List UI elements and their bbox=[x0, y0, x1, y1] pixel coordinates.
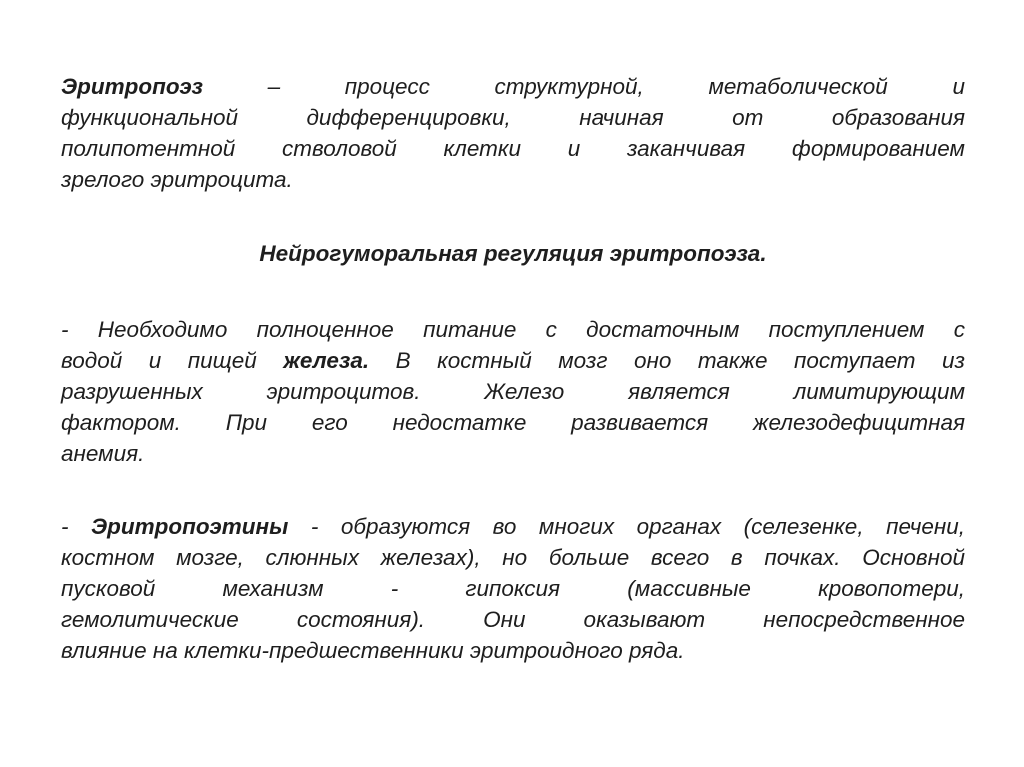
iron-line-2 bbox=[61, 345, 965, 376]
epo-line-1-text: - образуются во многих органах (селезенке, печени, bbox=[288, 514, 966, 539]
definition-line-1-text: – процесс структурной, метаболической и bbox=[202, 74, 965, 99]
iron-term: железа. bbox=[283, 348, 370, 373]
definition-line-4: зрелого эритроцита. bbox=[61, 167, 293, 192]
epo-line-5: влияние на клетки-предшественники эритроидного ряда. bbox=[61, 638, 685, 663]
epo-line-1 bbox=[61, 511, 965, 542]
erythropoietin-paragraph bbox=[61, 511, 965, 666]
epo-line-4: гемолитические состояния). Они оказывают непосредственное bbox=[61, 607, 965, 632]
epo-line-1-prefix: - bbox=[61, 514, 91, 539]
section-heading: Нейрогуморальная регуляция эритропоэза. bbox=[259, 241, 767, 266]
definition-term: Эритропоэз bbox=[61, 74, 203, 99]
definition-line-1 bbox=[61, 71, 965, 102]
iron-line-1: - Необходимо полноценное питание с достаточным поступлением с bbox=[61, 317, 965, 342]
epo-line-3: пусковой механизм - гипоксия (массивные кровопотери, bbox=[61, 576, 965, 601]
epo-line-2: костном мозге, слюнных железах), но больше всего в почках. Основной bbox=[61, 545, 965, 570]
epo-term: Эритропоэтины bbox=[91, 514, 289, 539]
iron-paragraph bbox=[61, 314, 965, 469]
definition-line-2: функциональной дифференцировки, начиная от образования bbox=[61, 105, 965, 130]
iron-line-3: разрушенных эритроцитов. Железо является лимитирующим bbox=[61, 379, 965, 404]
iron-line-2-rest: В костный мозг оно также поступает из bbox=[369, 348, 965, 373]
definition-line-3: полипотентной стволовой клетки и заканчивая формированием bbox=[61, 136, 965, 161]
definition-paragraph bbox=[61, 71, 965, 195]
iron-line-5: анемия. bbox=[61, 441, 145, 466]
iron-line-4: фактором. При его недостатке развивается железодефицитная bbox=[61, 410, 965, 435]
iron-line-2-text: водой и пищей bbox=[61, 348, 284, 373]
